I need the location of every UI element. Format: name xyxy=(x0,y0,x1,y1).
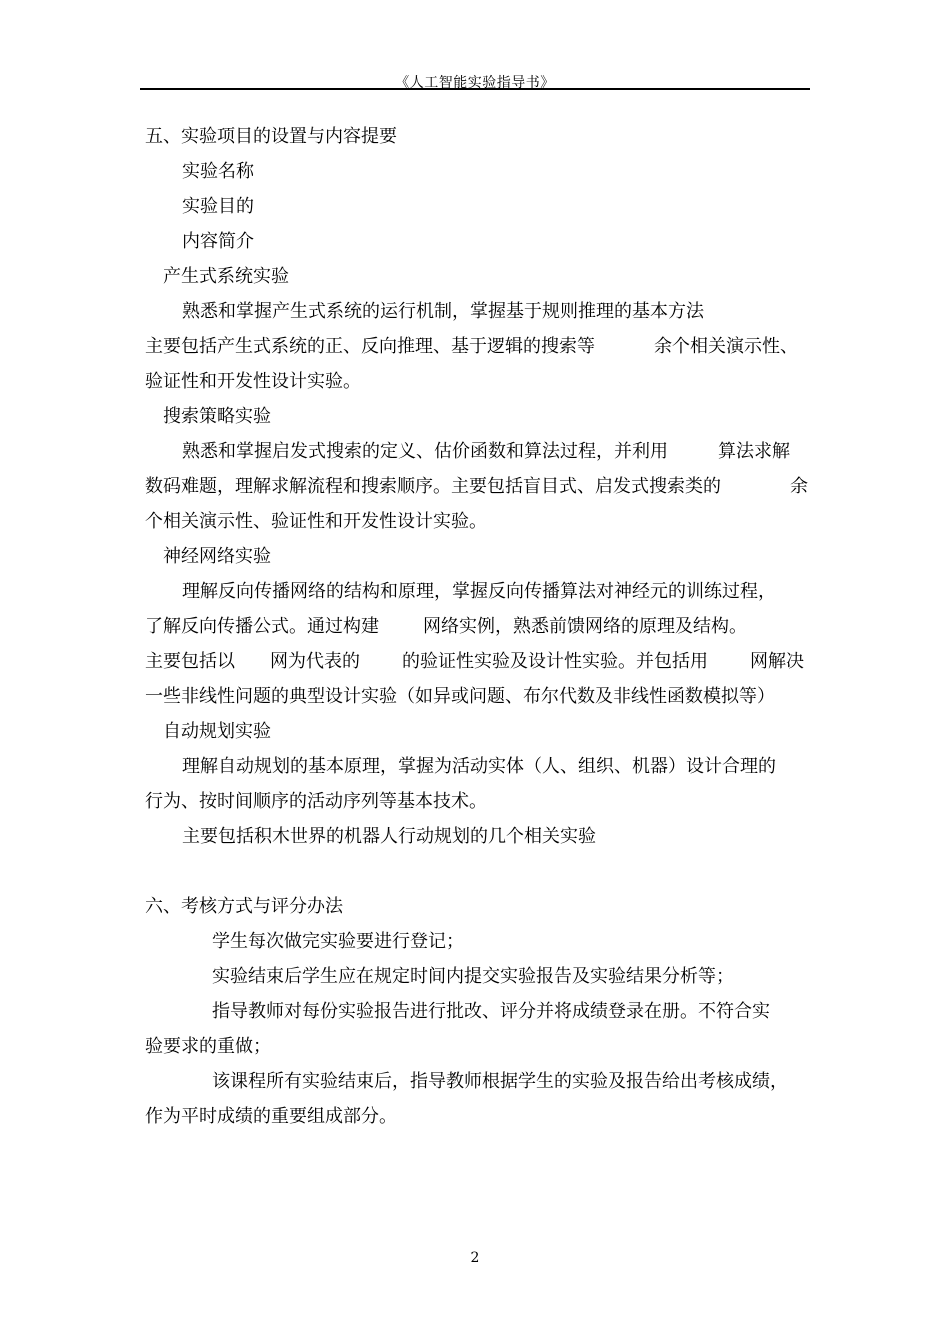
column-content-intro: 内容简介 xyxy=(182,231,254,252)
experiment-3-name: 神经网络实验 xyxy=(163,546,271,567)
assessment-item-3: 指导教师对每份实验报告进行批改、评分并将成绩登录在册。不符合实 xyxy=(212,1001,770,1022)
experiment-2-name: 搜索策略实验 xyxy=(163,406,271,427)
experiment-3-content-d: 网解决 xyxy=(750,651,804,672)
experiment-3-purpose-line2: 了解反向传播公式。通过构建 xyxy=(145,616,379,637)
page-number: 2 xyxy=(470,1250,480,1266)
experiment-2-content-cont: 余 xyxy=(790,476,808,497)
experiment-1-name: 产生式系统实验 xyxy=(163,266,289,287)
experiment-3-content-a: 主要包括以 xyxy=(145,651,235,672)
assessment-item-4-cont: 作为平时成绩的重要组成部分。 xyxy=(145,1106,397,1127)
experiment-1-content: 主要包括产生式系统的正、反向推理、基于逻辑的搜索等 xyxy=(145,336,595,357)
assessment-item-3-cont: 验要求的重做； xyxy=(145,1036,271,1057)
column-experiment-purpose: 实验目的 xyxy=(182,196,254,217)
section-5-heading: 五、实验项目的设置与内容提要 xyxy=(145,126,397,147)
experiment-3-purpose-line2-cont: 网络实例，熟悉前馈网络的原理及结构。 xyxy=(423,616,747,637)
assessment-item-2: 实验结束后学生应在规定时间内提交实验报告及实验结果分析等； xyxy=(212,966,734,987)
column-experiment-name: 实验名称 xyxy=(182,161,254,182)
experiment-3-content-c: 的验证性实验及设计性实验。并包括用 xyxy=(402,651,708,672)
running-header: 《人工智能实验指导书》 xyxy=(395,75,555,91)
experiment-1-content-cont: 余个相关演示性、 xyxy=(654,336,798,357)
header-rule xyxy=(140,88,810,90)
experiment-2-purpose: 熟悉和掌握启发式搜索的定义、估价函数和算法过程，并利用 xyxy=(182,441,668,462)
experiment-2-purpose-cont: 算法求解 xyxy=(718,441,790,462)
experiment-3-purpose: 理解反向传播网络的结构和原理，掌握反向传播算法对神经元的训练过程， xyxy=(182,581,776,602)
assessment-item-1: 学生每次做完实验要进行登记； xyxy=(212,931,464,952)
experiment-2-content: 数码难题，理解求解流程和搜索顺序。主要包括盲目式、启发式搜索类的 xyxy=(145,476,721,497)
experiment-1-purpose: 熟悉和掌握产生式系统的运行机制，掌握基于规则推理的基本方法 xyxy=(182,301,704,322)
experiment-4-purpose: 理解自动规划的基本原理，掌握为活动实体（人、组织、机器）设计合理的 xyxy=(182,756,776,777)
experiment-4-purpose-cont: 行为、按时间顺序的活动序列等基本技术。 xyxy=(145,791,487,812)
section-6-heading: 六、考核方式与评分办法 xyxy=(145,896,343,917)
experiment-1-content-end: 验证性和开发性设计实验。 xyxy=(145,371,361,392)
experiment-3-content-b: 网为代表的 xyxy=(270,651,360,672)
experiment-4-name: 自动规划实验 xyxy=(163,721,271,742)
experiment-3-content-end: 一些非线性问题的典型设计实验（如异或问题、布尔代数及非线性函数模拟等） xyxy=(145,686,775,707)
experiment-2-content-end: 个相关演示性、验证性和开发性设计实验。 xyxy=(145,511,487,532)
experiment-4-content: 主要包括积木世界的机器人行动规划的几个相关实验 xyxy=(182,826,596,847)
assessment-item-4: 该课程所有实验结束后，指导教师根据学生的实验及报告给出考核成绩， xyxy=(212,1071,788,1092)
